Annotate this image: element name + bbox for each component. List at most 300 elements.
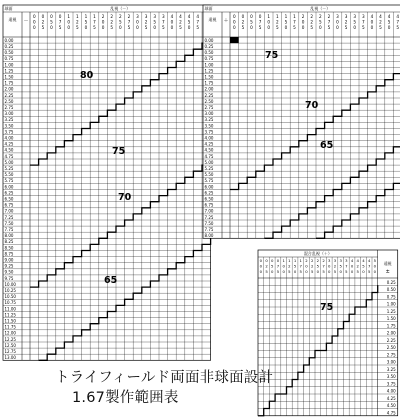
col-header-4.50 xyxy=(388,14,391,30)
row-label-9.00: 9.00 xyxy=(4,257,14,263)
row-label-11.75: 11.75 xyxy=(4,324,16,330)
col-header-0.50 xyxy=(50,14,53,30)
col-header-4.25 xyxy=(379,14,382,30)
zone-label-70: 70 xyxy=(305,100,319,111)
row-label-1.25: 1.25 xyxy=(386,308,396,314)
col-group-label: 乱視（－） xyxy=(310,6,331,11)
row-label-5.25: 5.25 xyxy=(204,166,214,171)
svg-text:5: 5 xyxy=(356,268,359,274)
row-label-7.00: 7.00 xyxy=(4,208,14,214)
svg-text:5: 5 xyxy=(50,19,53,25)
svg-text:5: 5 xyxy=(271,263,274,269)
row-label-4.00: 4.00 xyxy=(4,135,14,141)
svg-text:1: 1 xyxy=(267,14,271,19)
row-label-10.50: 10.50 xyxy=(4,294,16,300)
svg-text:5: 5 xyxy=(250,19,253,25)
svg-text:5: 5 xyxy=(161,25,165,31)
row-label-7.75: 7.75 xyxy=(4,227,14,232)
svg-text:5: 5 xyxy=(179,25,182,31)
svg-text:3: 3 xyxy=(136,14,139,19)
svg-text:2: 2 xyxy=(356,263,359,269)
col-header-1.25 xyxy=(76,14,79,30)
row-label-0.25: 0.25 xyxy=(386,279,396,285)
col-header-0.75 xyxy=(59,14,62,30)
svg-text:0: 0 xyxy=(136,25,139,31)
svg-text:0: 0 xyxy=(267,25,271,31)
svg-text:0: 0 xyxy=(50,14,53,19)
row-label-0.50: 0.50 xyxy=(386,287,396,292)
svg-text:5: 5 xyxy=(293,25,296,31)
col-header-0.00 xyxy=(33,14,36,30)
svg-text:2: 2 xyxy=(333,263,337,269)
row-label-4.75: 4.75 xyxy=(204,153,214,159)
col-header-4.75 xyxy=(196,14,199,30)
svg-text:5: 5 xyxy=(84,19,88,25)
svg-text:7: 7 xyxy=(196,19,200,25)
svg-text:7: 7 xyxy=(276,263,280,269)
svg-text:1: 1 xyxy=(282,258,285,263)
svg-text:5: 5 xyxy=(75,25,79,31)
svg-text:0: 0 xyxy=(258,14,262,19)
svg-text:0: 0 xyxy=(50,25,53,31)
svg-text:0: 0 xyxy=(241,14,245,19)
svg-text:5: 5 xyxy=(288,268,291,274)
svg-text:2: 2 xyxy=(379,19,382,25)
row-label-4.50: 4.50 xyxy=(4,147,14,153)
col-header-4.25 xyxy=(179,14,182,30)
svg-text:5: 5 xyxy=(333,268,337,274)
svg-text:3: 3 xyxy=(361,14,365,19)
svg-text:7: 7 xyxy=(322,263,325,269)
row-label-10.00: 10.00 xyxy=(4,281,16,287)
svg-text:4: 4 xyxy=(170,14,174,19)
svg-text:5: 5 xyxy=(284,19,288,25)
row-label-1.75: 1.75 xyxy=(386,323,396,329)
svg-text:4: 4 xyxy=(196,14,200,19)
row-label-1.00: 1.00 xyxy=(204,62,214,68)
svg-text:5: 5 xyxy=(327,25,331,31)
row-label-5.50: 5.50 xyxy=(4,172,14,178)
svg-text:0: 0 xyxy=(328,268,331,274)
svg-text:0: 0 xyxy=(170,19,174,25)
sign-label: － xyxy=(23,18,29,24)
svg-text:2: 2 xyxy=(288,263,291,269)
row-label-9.75: 9.75 xyxy=(4,275,14,281)
svg-text:0: 0 xyxy=(373,268,377,274)
row-label-0.50: 0.50 xyxy=(204,50,214,56)
svg-text:0: 0 xyxy=(58,14,62,19)
svg-text:0: 0 xyxy=(259,258,263,263)
row-label-2.50: 2.50 xyxy=(4,98,14,104)
col-header-2.00 xyxy=(102,14,105,30)
row-label-11.50: 11.50 xyxy=(4,318,16,324)
svg-text:1: 1 xyxy=(84,14,88,19)
svg-text:7: 7 xyxy=(327,19,331,25)
row-label-2.50: 2.50 xyxy=(204,98,214,104)
svg-text:7: 7 xyxy=(58,19,62,25)
svg-text:3: 3 xyxy=(344,14,348,19)
range-table-1 xyxy=(3,5,211,360)
row-label-1.75: 1.75 xyxy=(4,80,14,86)
svg-text:0: 0 xyxy=(336,19,339,25)
caption-title: トライフィールド両面非球面設計 xyxy=(55,370,274,386)
svg-text:0: 0 xyxy=(232,25,236,31)
svg-text:0: 0 xyxy=(305,263,308,269)
svg-text:4: 4 xyxy=(187,14,191,19)
svg-text:4: 4 xyxy=(179,14,182,19)
row-label-8.25: 8.25 xyxy=(4,239,14,245)
svg-text:1: 1 xyxy=(288,258,291,263)
svg-text:5: 5 xyxy=(367,268,371,274)
row-label-3.50: 3.50 xyxy=(4,123,14,129)
svg-text:4: 4 xyxy=(350,258,354,263)
svg-text:0: 0 xyxy=(316,268,320,274)
row-label-3.25: 3.25 xyxy=(386,366,396,372)
svg-text:0: 0 xyxy=(301,25,305,31)
svg-text:5: 5 xyxy=(93,25,96,31)
row-label-7.75: 7.75 xyxy=(204,227,214,232)
svg-text:0: 0 xyxy=(259,263,263,269)
svg-text:5: 5 xyxy=(361,25,365,31)
svg-text:2: 2 xyxy=(144,19,148,25)
svg-text:3: 3 xyxy=(161,14,165,19)
row-label-8.75: 8.75 xyxy=(4,251,14,257)
col-header-4.75 xyxy=(396,14,399,30)
row-label-10.25: 10.25 xyxy=(4,288,16,293)
svg-text:0: 0 xyxy=(318,25,322,31)
row-label-8.00: 8.00 xyxy=(204,233,214,239)
zone-label-75: 75 xyxy=(112,146,126,157)
row-label-5.50: 5.50 xyxy=(204,172,214,178)
svg-text:2: 2 xyxy=(101,14,105,19)
row-label-12.50: 12.50 xyxy=(4,342,16,348)
svg-text:2: 2 xyxy=(301,14,305,19)
svg-text:7: 7 xyxy=(299,263,302,269)
row-label-0.25: 0.25 xyxy=(204,44,214,49)
caption-subtitle: 1.67製作範囲表 xyxy=(72,390,179,406)
svg-text:5: 5 xyxy=(258,25,262,31)
svg-text:0: 0 xyxy=(267,19,271,25)
svg-text:0: 0 xyxy=(232,19,236,25)
zone-label-80: 80 xyxy=(80,70,94,81)
svg-text:5: 5 xyxy=(275,25,279,31)
svg-text:5: 5 xyxy=(344,25,348,31)
svg-text:0: 0 xyxy=(362,268,365,274)
svg-text:4: 4 xyxy=(396,14,400,19)
col-header-0.00 xyxy=(233,14,236,30)
svg-text:0: 0 xyxy=(276,258,280,263)
svg-text:0: 0 xyxy=(41,14,45,19)
row-label-5.25: 5.25 xyxy=(4,166,14,171)
svg-text:0: 0 xyxy=(101,25,105,31)
row-label-0.75: 0.75 xyxy=(4,56,14,62)
svg-text:3: 3 xyxy=(339,258,342,263)
row-label-10.75: 10.75 xyxy=(4,300,16,306)
svg-text:2: 2 xyxy=(322,258,325,263)
svg-text:5: 5 xyxy=(196,25,200,31)
row-label-2.75: 2.75 xyxy=(4,105,14,110)
row-label-4.00: 4.00 xyxy=(204,135,214,141)
col-header-1.75 xyxy=(93,14,96,30)
svg-text:0: 0 xyxy=(32,25,36,31)
svg-text:0: 0 xyxy=(282,268,285,274)
zone-label-75: 75 xyxy=(265,50,279,61)
svg-text:5: 5 xyxy=(153,19,157,25)
col-header-3.75 xyxy=(362,14,365,30)
svg-text:4: 4 xyxy=(367,258,371,263)
row-label-7.25: 7.25 xyxy=(204,214,214,220)
svg-text:0: 0 xyxy=(282,263,285,269)
svg-text:1: 1 xyxy=(75,14,79,19)
svg-text:2: 2 xyxy=(305,258,308,263)
row-label-6.00: 6.00 xyxy=(204,184,214,190)
svg-text:0: 0 xyxy=(284,25,288,31)
svg-text:0: 0 xyxy=(336,25,339,31)
row-label-5.75: 5.75 xyxy=(4,178,14,184)
header-label: 球面 xyxy=(204,6,213,11)
sign-label: ± xyxy=(385,269,390,275)
row-label-2.00: 2.00 xyxy=(4,86,14,92)
col-header-0.25 xyxy=(242,14,245,30)
row-label-4.50: 4.50 xyxy=(204,147,214,153)
svg-text:2: 2 xyxy=(127,14,131,19)
row-label-0.00: 0.00 xyxy=(204,37,214,43)
svg-text:5: 5 xyxy=(127,25,131,31)
range-table-3 xyxy=(258,250,398,416)
col-header-2.50 xyxy=(319,14,322,30)
svg-text:0: 0 xyxy=(271,268,274,274)
col-header-4.50 xyxy=(188,14,191,30)
row-label-1.50: 1.50 xyxy=(386,316,396,321)
col-header-2.00 xyxy=(302,14,305,30)
col-header-0.25 xyxy=(42,14,45,30)
svg-text:2: 2 xyxy=(275,19,279,25)
svg-text:2: 2 xyxy=(118,14,122,19)
svg-text:0: 0 xyxy=(339,268,342,274)
svg-text:4: 4 xyxy=(356,258,359,263)
row-label-2.25: 2.25 xyxy=(4,92,14,98)
row-label-2.00: 2.00 xyxy=(386,330,396,336)
row-label-1.50: 1.50 xyxy=(4,74,14,80)
svg-text:5: 5 xyxy=(58,25,62,31)
svg-text:0: 0 xyxy=(350,263,354,269)
svg-text:2: 2 xyxy=(265,263,268,269)
row-label-3.25: 3.25 xyxy=(4,117,14,123)
col-group-label: 混合乱視（＋） xyxy=(303,251,332,256)
svg-text:5: 5 xyxy=(362,263,365,269)
row-label-0.00: 0.00 xyxy=(4,37,14,43)
svg-text:7: 7 xyxy=(361,19,365,25)
col-header-1.50 xyxy=(285,14,288,30)
svg-text:5: 5 xyxy=(41,25,45,31)
row-label-4.75: 4.75 xyxy=(4,153,14,159)
svg-text:7: 7 xyxy=(396,19,400,25)
row-label-7.50: 7.50 xyxy=(204,220,214,226)
col-header-1.00 xyxy=(267,14,270,30)
row-label-12.75: 12.75 xyxy=(4,349,16,354)
col-header-2.25 xyxy=(310,14,313,30)
svg-text:3: 3 xyxy=(144,14,148,19)
svg-text:5: 5 xyxy=(318,19,322,25)
svg-text:1: 1 xyxy=(293,14,296,19)
svg-text:2: 2 xyxy=(310,19,314,25)
row-label-6.50: 6.50 xyxy=(4,196,14,202)
row-label-8.50: 8.50 xyxy=(4,245,14,251)
svg-text:0: 0 xyxy=(250,25,253,31)
svg-text:1: 1 xyxy=(67,14,71,19)
col-header-4.00 xyxy=(371,14,374,30)
zone-label-65: 65 xyxy=(104,275,118,286)
table-frame xyxy=(258,250,398,416)
row-label-1.75: 1.75 xyxy=(204,80,214,86)
svg-text:0: 0 xyxy=(301,19,305,25)
svg-text:0: 0 xyxy=(387,25,391,31)
col-header-2.75 xyxy=(128,14,131,30)
svg-text:1: 1 xyxy=(275,14,279,19)
row-label-3.00: 3.00 xyxy=(386,359,396,365)
range-table-2 xyxy=(203,5,400,238)
svg-text:0: 0 xyxy=(250,14,253,19)
header-label: 球面 xyxy=(4,6,13,11)
row-label-2.25: 2.25 xyxy=(386,337,396,343)
svg-text:1: 1 xyxy=(293,258,297,263)
svg-text:0: 0 xyxy=(232,14,236,19)
svg-text:5: 5 xyxy=(187,19,191,25)
svg-text:7: 7 xyxy=(127,19,131,25)
row-label-4.25: 4.25 xyxy=(4,141,14,147)
col-header-3.75 xyxy=(162,14,165,30)
svg-text:5: 5 xyxy=(316,263,320,269)
svg-text:5: 5 xyxy=(373,258,377,263)
svg-text:3: 3 xyxy=(153,14,157,19)
svg-text:2: 2 xyxy=(310,258,314,263)
row-label-4.00: 4.00 xyxy=(386,388,396,394)
svg-text:5: 5 xyxy=(379,25,382,31)
col-header-2.25 xyxy=(110,14,113,30)
row-label-11.00: 11.00 xyxy=(4,306,16,312)
svg-text:7: 7 xyxy=(293,19,296,25)
row-label-0.50: 0.50 xyxy=(4,50,14,56)
svg-text:5: 5 xyxy=(322,268,325,274)
svg-text:0: 0 xyxy=(101,19,105,25)
svg-text:7: 7 xyxy=(161,19,165,25)
row-header-label: 遠視 xyxy=(208,17,217,22)
svg-text:2: 2 xyxy=(316,258,320,263)
svg-text:0: 0 xyxy=(67,19,71,25)
col-header-3.00 xyxy=(336,14,339,30)
svg-text:3: 3 xyxy=(345,258,348,263)
svg-text:0: 0 xyxy=(153,25,157,31)
row-label-2.00: 2.00 xyxy=(204,86,214,92)
row-label-3.75: 3.75 xyxy=(4,129,14,135)
svg-text:3: 3 xyxy=(333,258,337,263)
svg-text:5: 5 xyxy=(118,19,122,25)
svg-text:0: 0 xyxy=(32,14,36,19)
svg-text:4: 4 xyxy=(370,14,374,19)
svg-text:5: 5 xyxy=(396,25,400,31)
svg-text:5: 5 xyxy=(241,25,245,31)
svg-text:0: 0 xyxy=(118,25,122,31)
row-label-4.75: 4.75 xyxy=(386,410,396,416)
svg-text:7: 7 xyxy=(367,263,371,269)
col-header-0.75 xyxy=(259,14,262,30)
svg-text:2: 2 xyxy=(327,14,331,19)
svg-text:0: 0 xyxy=(293,268,297,274)
row-label-3.50: 3.50 xyxy=(386,374,396,379)
svg-text:2: 2 xyxy=(318,14,322,19)
row-label-3.75: 3.75 xyxy=(386,381,396,387)
col-header-3.50 xyxy=(153,14,156,30)
svg-text:0: 0 xyxy=(305,268,308,274)
svg-text:3: 3 xyxy=(328,258,331,263)
col-header-2.75 xyxy=(328,14,331,30)
svg-text:0: 0 xyxy=(67,25,71,31)
svg-text:0: 0 xyxy=(370,19,374,25)
svg-text:5: 5 xyxy=(144,25,148,31)
row-label-3.25: 3.25 xyxy=(204,117,214,123)
sign-label: ＋ xyxy=(223,18,229,24)
svg-text:3: 3 xyxy=(336,14,339,19)
svg-text:7: 7 xyxy=(345,263,348,269)
row-label-9.25: 9.25 xyxy=(4,263,14,269)
row-label-11.25: 11.25 xyxy=(4,312,16,318)
svg-text:2: 2 xyxy=(344,19,348,25)
svg-text:0: 0 xyxy=(370,25,374,31)
svg-text:0: 0 xyxy=(84,25,88,31)
zone-label-65: 65 xyxy=(320,140,334,151)
row-header-label: 遠視 xyxy=(383,261,392,266)
row-label-2.50: 2.50 xyxy=(386,345,396,350)
col-header-2.50 xyxy=(119,14,122,30)
svg-text:5: 5 xyxy=(276,268,280,274)
svg-text:0: 0 xyxy=(136,19,139,25)
svg-text:2: 2 xyxy=(75,19,79,25)
filled-cell xyxy=(230,37,239,43)
svg-text:5: 5 xyxy=(387,19,391,25)
col-header-3.50 xyxy=(353,14,356,30)
row-label-6.25: 6.25 xyxy=(204,190,214,196)
svg-text:1: 1 xyxy=(284,14,288,19)
col-header-3.25 xyxy=(145,14,148,30)
row-label-6.75: 6.75 xyxy=(4,202,14,208)
row-label-3.75: 3.75 xyxy=(204,129,214,135)
svg-text:0: 0 xyxy=(350,268,354,274)
svg-text:0: 0 xyxy=(265,258,268,263)
zone-label-70: 70 xyxy=(118,192,132,203)
row-label-13.00: 13.00 xyxy=(4,355,16,361)
svg-text:5: 5 xyxy=(345,268,348,274)
col-header-4.00 xyxy=(171,14,174,30)
col-header-3.00 xyxy=(136,14,139,30)
row-label-5.00: 5.00 xyxy=(4,159,14,165)
col-header-1.00 xyxy=(67,14,70,30)
svg-text:0: 0 xyxy=(170,25,174,31)
svg-text:0: 0 xyxy=(271,258,274,263)
row-label-7.00: 7.00 xyxy=(204,208,214,214)
col-header-1.25 xyxy=(276,14,279,30)
row-label-8.00: 8.00 xyxy=(4,233,14,239)
svg-text:0: 0 xyxy=(353,25,357,31)
svg-text:4: 4 xyxy=(379,14,382,19)
row-label-3.00: 3.00 xyxy=(4,111,14,117)
col-header-0.50 xyxy=(250,14,253,30)
svg-text:0: 0 xyxy=(187,25,191,31)
svg-text:0: 0 xyxy=(259,268,263,274)
row-label-6.25: 6.25 xyxy=(4,190,14,196)
col-header-3.25 xyxy=(345,14,348,30)
svg-text:0: 0 xyxy=(373,263,377,269)
svg-text:5: 5 xyxy=(299,268,302,274)
